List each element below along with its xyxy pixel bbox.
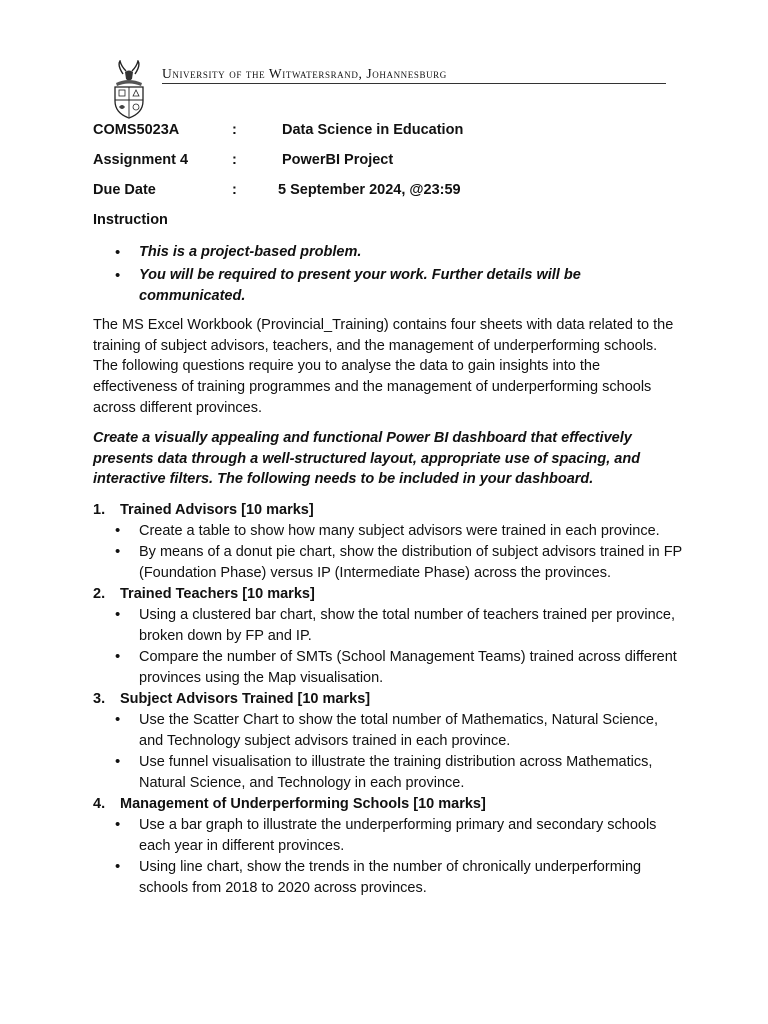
section-item: • Using line chart, show the trends in the number of chronically underperforming schools from 2018 to 2020 across provinces. bbox=[93, 857, 683, 899]
section-number: 3. bbox=[93, 691, 106, 708]
section-title-text: Trained Teachers [10 marks] bbox=[120, 586, 315, 603]
section-trained-advisors bbox=[93, 500, 683, 584]
section-number: 2. bbox=[93, 586, 106, 603]
instruction-list bbox=[93, 242, 683, 309]
section-title bbox=[93, 584, 683, 605]
section-trained-teachers bbox=[93, 584, 683, 688]
section-title-text: Management of Underperforming Schools [10 marks] bbox=[120, 796, 486, 813]
section-number: 4. bbox=[93, 796, 106, 813]
due-date-separator: : bbox=[232, 182, 237, 198]
letterhead bbox=[110, 60, 666, 122]
section-items bbox=[93, 815, 683, 899]
university-crest-icon bbox=[110, 60, 148, 120]
section-items bbox=[93, 521, 683, 584]
assignment-separator: : bbox=[232, 152, 237, 168]
section-item: • Use funnel visualisation to illustrate the training distribution across Mathematics, Natural Science, and Technology in each province. bbox=[93, 752, 683, 794]
instruction-heading: Instruction bbox=[93, 212, 168, 228]
assignment-label: Assignment 4 bbox=[93, 152, 189, 168]
section-items bbox=[93, 710, 683, 794]
section-title bbox=[93, 689, 683, 710]
course-value: Data Science in Education bbox=[282, 122, 464, 138]
section-item: • Using a clustered bar chart, show the total number of teachers trained per province, broken down by FP and IP. bbox=[93, 605, 683, 647]
section-title bbox=[93, 794, 683, 815]
task-paragraph: Create a visually appealing and functional Power BI dashboard that effectively presents data through a well-structured layout, appropriate use of spacing, and interactive filters. The following needs to be included in your dashboard. bbox=[93, 430, 641, 488]
due-date-label: Due Date bbox=[93, 182, 156, 198]
section-number: 1. bbox=[93, 502, 106, 518]
section-items bbox=[93, 605, 683, 689]
section-item: • By means of a donut pie chart, show the distribution of subject advisors trained in FP (Foundation Phase) versus IP (Intermediate Phase) across the provinces. bbox=[93, 542, 683, 584]
section-underperforming-schools bbox=[93, 794, 683, 898]
task-sections bbox=[93, 500, 683, 899]
intro-paragraph: The MS Excel Workbook (Provincial_Training) contains four sheets with data related to the training of subject advisors, teachers, and the management of underperforming schools. The following questions require you to analyse the data to gain insights into the effectiveness of training programmes and the management of underperforming schools across different provinces. bbox=[93, 317, 674, 416]
section-item: • Use a bar graph to illustrate the underperforming primary and secondary schools each year in different provinces. bbox=[93, 815, 683, 857]
section-item: • Compare the number of SMTs (School Management Teams) trained across different provinces using the Map visualisation. bbox=[93, 647, 683, 689]
due-date-value: 5 September 2024, @23:59 bbox=[278, 182, 461, 198]
section-item: • Create a table to show how many subject advisors were trained in each province. bbox=[93, 521, 683, 542]
instruction-item: • You will be required to present your work. Further details will be communicated. bbox=[93, 265, 683, 308]
course-separator: : bbox=[232, 122, 237, 138]
section-title-text: Trained Advisors [10 marks] bbox=[120, 502, 314, 518]
section-subject-advisors-trained bbox=[93, 689, 683, 793]
header-rule bbox=[162, 83, 666, 84]
section-title-text: Subject Advisors Trained [10 marks] bbox=[120, 691, 371, 708]
assignment-value: PowerBI Project bbox=[282, 152, 394, 168]
instruction-item: • This is a project-based problem. bbox=[93, 242, 683, 264]
course-label: COMS5023A bbox=[93, 122, 180, 138]
section-title bbox=[93, 500, 683, 521]
section-item: • Use the Scatter Chart to show the total number of Mathematics, Natural Science, and Technology subject advisors trained in each province. bbox=[93, 710, 683, 752]
university-name: University of the Witwatersrand, Johannesburg bbox=[162, 66, 447, 81]
